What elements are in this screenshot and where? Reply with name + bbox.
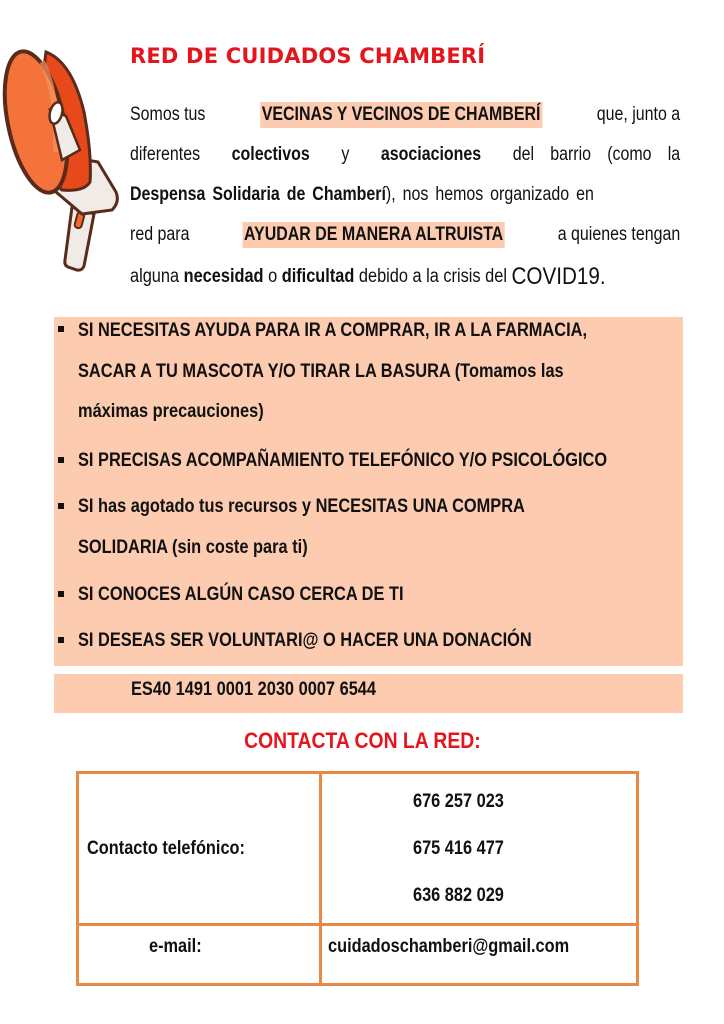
help-item-1-line-2: SACAR A TU MASCOTA Y/O TIRAR LA BASURA (Tomamos las bbox=[78, 360, 564, 382]
intro-text: Somos tus bbox=[130, 104, 206, 125]
intro-bold: dificultad bbox=[281, 266, 355, 287]
phone-label: Contacto telefónico: bbox=[87, 837, 245, 859]
help-item-1-line-1: SI NECESITAS AYUDA PARA IR A COMPRAR, IR A LA FARMACIA, bbox=[78, 319, 588, 341]
highlight-altruist: AYUDAR DE MANERA ALTRUISTA bbox=[242, 222, 505, 248]
phone-number: 676 257 023 bbox=[413, 791, 504, 812]
help-item-3-line-1: SI has agotado tus recursos y NECESITAS UNA COMPRA bbox=[78, 495, 525, 517]
phone-number: 636 882 029 bbox=[413, 885, 504, 906]
page-title: RED DE CUIDADOS CHAMBERÍ bbox=[130, 44, 486, 68]
intro-text: que, junto a bbox=[596, 104, 681, 125]
bullet-marker bbox=[58, 637, 64, 643]
bullet-marker bbox=[58, 326, 64, 332]
intro-line-1 bbox=[130, 102, 680, 128]
intro-text: o bbox=[268, 266, 278, 287]
intro-bold: colectivos bbox=[231, 144, 310, 165]
intro-line-2 bbox=[130, 142, 680, 168]
intro-line-4 bbox=[130, 222, 680, 248]
bullet-marker bbox=[58, 503, 64, 509]
phone-number: 675 416 477 bbox=[413, 838, 504, 859]
intro-text: red para bbox=[130, 224, 190, 245]
email-address[interactable]: cuidadoschamberi@gmail.com bbox=[328, 936, 570, 957]
email-label: e-mail: bbox=[149, 936, 202, 957]
intro-bold: asociaciones bbox=[380, 144, 482, 165]
intro-text: alguna bbox=[130, 266, 180, 287]
intro-text: a quienes tengan bbox=[557, 224, 681, 245]
megaphone-icon bbox=[2, 42, 124, 274]
intro-text: diferentes bbox=[130, 144, 201, 165]
intro-text: debido a la crisis del bbox=[358, 266, 507, 287]
covid-text: COVID19. bbox=[511, 263, 606, 290]
intro-text: ), nos hemos organizado en bbox=[385, 184, 594, 205]
email-cell bbox=[321, 925, 638, 985]
help-item-4: SI CONOCES ALGÚN CASO CERCA DE TI bbox=[78, 583, 404, 605]
intro-bold: Despensa Solidaria de Chamberí bbox=[130, 184, 386, 205]
intro-line-3 bbox=[130, 182, 680, 208]
contact-table bbox=[76, 771, 639, 986]
iban-number[interactable]: ES40 1491 0001 2030 0007 6544 bbox=[131, 678, 377, 700]
email-label-cell bbox=[78, 925, 321, 985]
phone-label-cell bbox=[78, 773, 321, 925]
help-item-5: SI DESEAS SER VOLUNTARI@ O HACER UNA DONACIÓN bbox=[78, 629, 532, 651]
phones-cell bbox=[321, 773, 638, 925]
highlight-neighbors: VECINAS Y VECINOS DE CHAMBERÍ bbox=[260, 102, 542, 128]
contact-title: CONTACTA CON LA RED: bbox=[243, 728, 481, 753]
intro-text: y bbox=[341, 144, 350, 165]
intro-line-5 bbox=[130, 264, 680, 290]
intro-bold: necesidad bbox=[183, 266, 264, 287]
help-item-1-line-3: máximas precauciones) bbox=[78, 400, 264, 422]
bullet-marker bbox=[58, 457, 64, 463]
help-item-3-line-2: SOLIDARIA (sin coste para ti) bbox=[78, 536, 308, 558]
bullet-marker bbox=[58, 591, 64, 597]
help-item-2: SI PRECISAS ACOMPAÑAMIENTO TELEFÓNICO Y/O PSICOLÓGICO bbox=[78, 449, 608, 471]
intro-text: del barrio (como la bbox=[512, 144, 681, 165]
